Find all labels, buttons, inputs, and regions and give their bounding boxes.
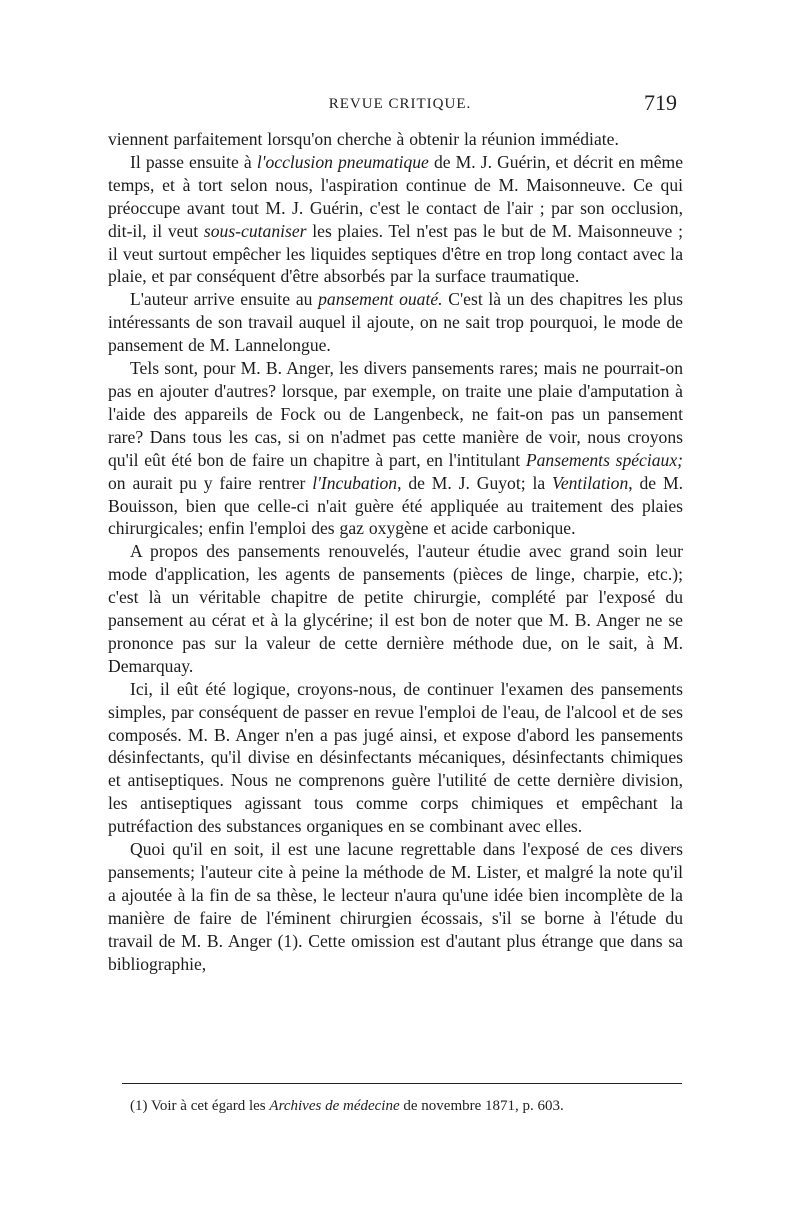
body-text bbox=[108, 128, 683, 976]
text-run: , de M. Bouisson, bien que celle-ci n'ait guère été appliquée au traitement des plaies chirurgicales; enfin l'emploi des gaz oxygène et acide carbonique. bbox=[108, 472, 683, 539]
italic-text: l'Incubation bbox=[312, 472, 398, 493]
page-number: 719 bbox=[644, 90, 677, 115]
paragraph bbox=[108, 357, 683, 540]
paragraph bbox=[108, 540, 683, 677]
text-run: viennent parfaitement lorsqu'on cherche à obtenir la réunion immédiate. bbox=[108, 129, 619, 149]
italic-text: pansement ouaté. bbox=[318, 289, 443, 310]
text-run: les plaies. Tel n'est pas le but de M. Maisonneuve ; il veut surtout empêcher les liquides septiques d'être en trop long contact avec la plaie, et par conséquent d'être absorbés par la surface traumatique. bbox=[108, 220, 683, 287]
footnote bbox=[130, 1098, 690, 1115]
text-run: Tels sont, pour M. B. Anger, les divers pansements rares; mais ne pourrait-on pas en ajouter d'autres? lorsque, par exemple, on traite une plaie d'amputation à l'aide des appareils de Fock ou de Langenbeck, ne fait-on pas un pansement rare? Dans tous les cas, si on n'admet pas cette manière de voir, nous croyons qu'il eût été bon de faire un chapitre à part, en l'intitulant bbox=[108, 358, 683, 470]
paragraph bbox=[108, 288, 683, 357]
text-run: (1) Voir à cet égard les bbox=[130, 1098, 270, 1114]
text-run: Quoi qu'il en soit, il est une lacune regrettable dans l'exposé de ces divers pansements; l'auteur cite à peine la méthode de M. Lister, et malgré la note qu'il a ajoutée à la fin de sa thèse, le lecteur n'aura qu'une idée bien incomplète de la manière de faire de l'éminent chirurgien écossais, s'il se borne à l'étude du travail de M. B. Anger (1). Cette omission est d'autant plus étrange que dans sa bibliographie, bbox=[108, 839, 683, 974]
text-run: L'auteur arrive ensuite au bbox=[130, 289, 319, 310]
footnote-divider bbox=[122, 1083, 682, 1084]
italic-text: Ventilation bbox=[552, 472, 629, 493]
text-run: Ici, il eût été logique, croyons-nous, de continuer l'examen des pansements simples, par conséquent de passer en revue l'emploi de l'eau, de l'alcool et de ses composés. M. B. Anger n'en a pas jugé ainsi, et expose d'abord les pansements désinfectants, qu'il divise en désinfectants mécaniques, désinfectants chimiques et antiseptiques. Nous ne comprenons guère l'utilité de cette dernière division, les antiseptiques agissant tous comme corps chimiques et empêchant la putréfaction des substances organiques en se combinant avec elles. bbox=[108, 678, 683, 837]
text-run: on aurait pu y faire rentrer bbox=[108, 472, 313, 493]
italic-text: Pansements spéciaux; bbox=[525, 449, 684, 470]
paragraph bbox=[108, 151, 683, 288]
paragraph bbox=[108, 128, 683, 151]
running-header: REVUE CRITIQUE. bbox=[328, 96, 472, 112]
text-run: de M. J. Guérin, et décrit en même temps, et à tort selon nous, l'aspiration continue de M. Maisonneuve. Ce qui préoccupe avant tout M. J. Guérin, c'est le contact de l'air ; par son occlusion, dit-il, il veut bbox=[108, 151, 684, 241]
italic-text: Archives de médecine bbox=[269, 1098, 400, 1114]
text-run: Il passe ensuite à bbox=[130, 151, 257, 172]
text-run: C'est là un des chapitres les plus intéressants de son travail auquel il ajoute, on ne sait trop pourquoi, le mode de pansement de M. Lannelongue. bbox=[108, 289, 683, 356]
text-run: de novembre 1871, p. 603. bbox=[399, 1098, 564, 1114]
paragraph bbox=[108, 678, 683, 838]
italic-text: l'occlusion pneumatique bbox=[256, 151, 429, 172]
text-run: , de M. J. Guyot; la bbox=[397, 472, 553, 493]
paragraph bbox=[108, 838, 683, 975]
text-run: A propos des pansements renouvelés, l'auteur étudie avec grand soin leur mode d'application, les agents de pansements (pièces de linge, charpie, etc.); c'est là un véritable chapitre de petite chirurgie, complété par l'exposé du pansement au cérat et à la glycérine; il est bon de noter que M. B. Anger ne se prononce pas sur la valeur de cette dernière méthode due, on le sait, à M. Demarquay. bbox=[108, 541, 683, 676]
italic-text: sous-cutaniser bbox=[203, 220, 307, 241]
